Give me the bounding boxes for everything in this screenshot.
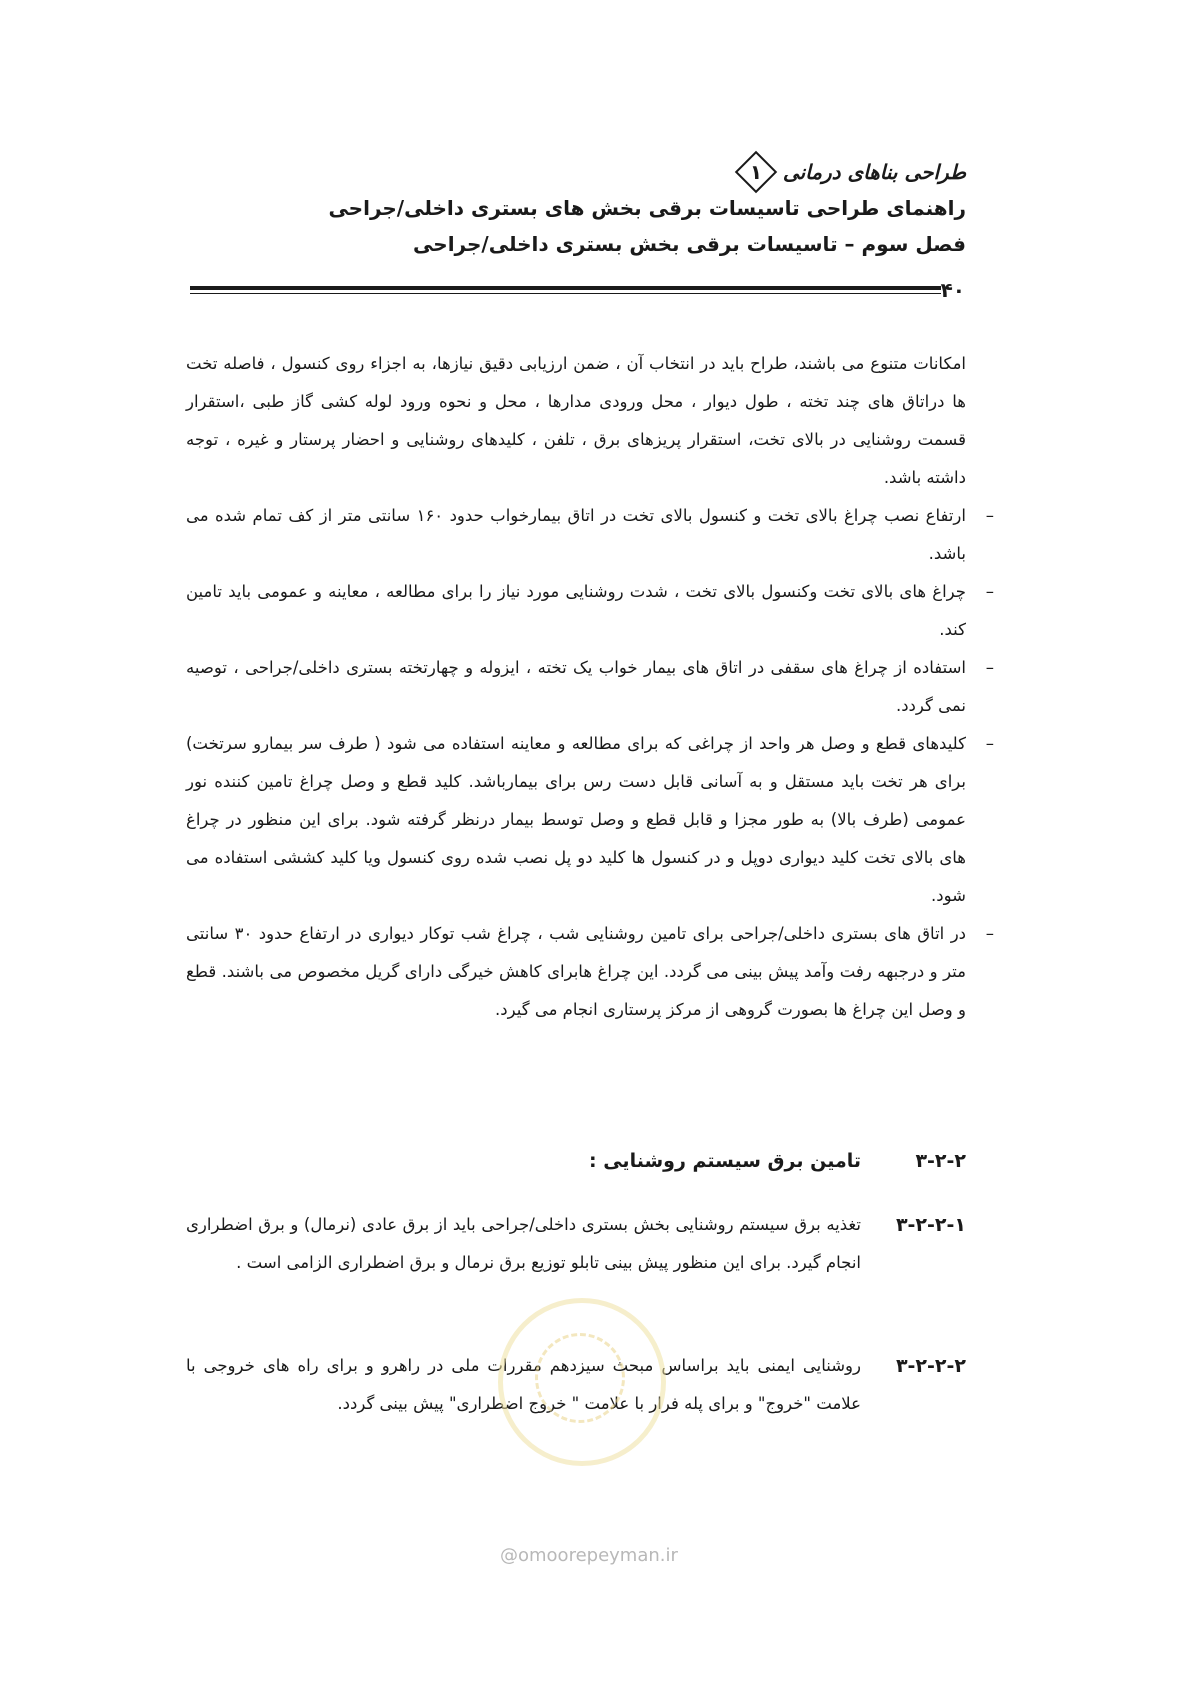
header-rule <box>190 286 941 294</box>
thick-rule <box>190 286 941 290</box>
page-header <box>206 150 966 256</box>
series-number-badge <box>737 153 775 191</box>
bullet-item <box>186 497 994 573</box>
clause <box>186 1206 966 1282</box>
dash-marker: – <box>985 506 994 525</box>
bullet-item <box>186 573 994 649</box>
bullet-text: ارتفاع نصب چراغ بالای تخت و کنسول بالای تخت در اتاق بیمارخواب حدود ۱۶۰ سانتی متر از کف تمام شده می باشد. <box>186 506 966 563</box>
watermark-seal <box>498 1298 666 1466</box>
clause-number: ۳-۲-۲-۱ <box>895 1214 966 1236</box>
bullet-item <box>186 915 994 1029</box>
bullet-text: چراغ های بالای تخت وکنسول بالای تخت ، شدت روشنایی مورد نیاز را برای مطالعه ، معاینه و عمومی باید تامین کند. <box>186 582 966 639</box>
series-number: ۱ <box>749 160 763 184</box>
section-heading <box>186 1150 966 1172</box>
series-title: طراحی بناهای درمانی <box>782 160 966 184</box>
clause-text: روشنایی ایمنی باید براساس مبحث سیزدهم مقررات ملی در راهرو و برای راه های خروجی با علامت "خروج" و برای پله فرار با علامت " خروج اضطراری" پیش بینی گردد. <box>186 1356 861 1413</box>
thin-rule <box>190 293 941 294</box>
intro-paragraph: امکانات متنوع می باشند، طراح باید در انتخاب آن ، ضمن ارزیابی دقیق نیازها، به اجزاء روی کنسول ، فاصله تخت ها دراتاق های چند تخته ، طول دیوار ، محل ورودی مدارها ، محل و نحوه ورود لوله کشی گاز طبی ،استقرار قسمت روشنایی در بالای تخت، استقرار پریزهای برق ، تلفن ، کلیدهای روشنایی و احضار پرستار و غیره ، توجه داشته باشد. <box>186 354 966 487</box>
dash-marker: – <box>985 658 994 677</box>
chapter-title: فصل سوم – تاسیسات برقی بخش بستری داخلی/جراحی <box>413 232 966 256</box>
bullet-list <box>186 497 994 1029</box>
bullet-text: در اتاق های بستری داخلی/جراحی برای تامین روشنایی شب ، چراغ شب توکار دیواری در ارتفاع حدود ۳۰ سانتی متر و درجبهه رفت وآمد پیش بینی می گردد. این چراغ هابرای کاهش خیرگی دارای گریل مخصوص می باشند. قطع و وصل این چراغ ها بصورت گروهی از مرکز پرستاری انجام می گیرد. <box>186 924 967 1019</box>
clause-number: ۳-۲-۲-۲ <box>895 1355 966 1377</box>
bullet-item <box>186 725 994 915</box>
clause-text: تغذیه برق سیستم روشنایی بخش بستری داخلی/جراحی باید از برق عادی (نرمال) و برق اضطراری انجام گیرد. برای این منظور پیش بینی تابلو توزیع برق نرمال و برق اضطراری الزامی است . <box>186 1215 861 1272</box>
guide-title: راهنمای طراحی تاسیسات برقی بخش های بستری داخلی/جراحی <box>328 196 966 220</box>
bullet-item <box>186 649 994 725</box>
section-title: تامین برق سیستم روشنایی : <box>589 1150 861 1172</box>
main-body <box>186 345 994 1029</box>
dash-marker: – <box>985 734 994 753</box>
series-row <box>206 150 966 194</box>
dash-marker: – <box>985 924 994 943</box>
watermark-url: @omoorepeyman.ir <box>500 1545 678 1566</box>
page-number: ۴۰ <box>940 278 965 302</box>
dash-marker: – <box>985 582 994 601</box>
bullet-text: استفاده از چراغ های سقفی در اتاق های بیمار خواب یک تخته ، ایزوله و چهارتخته بستری داخلی/جراحی ، توصیه نمی گردد. <box>186 658 966 715</box>
bullet-text: کلیدهای قطع و وصل هر واحد از چراغی که برای مطالعه و معاینه استفاده می شود ( طرف سر بیمارو سرتخت) برای هر تخت باید مستقل و به آسانی قابل دست رس برای بیمارباشد. کلید قطع و وصل چراغ تامین کننده نور عمومی (طرف بالا) به طور مجزا و قابل قطع و وصل توسط بیمار درنظر گرفته شود. برای این منظور در چراغ های بالای تخت کلید دیواری دوپل و در کنسول ها کلید دو پل نصب شده روی کنسول ویا کلید کششی استفاده می شود. <box>186 734 966 905</box>
section-number: ۳-۲-۲ <box>915 1150 966 1172</box>
